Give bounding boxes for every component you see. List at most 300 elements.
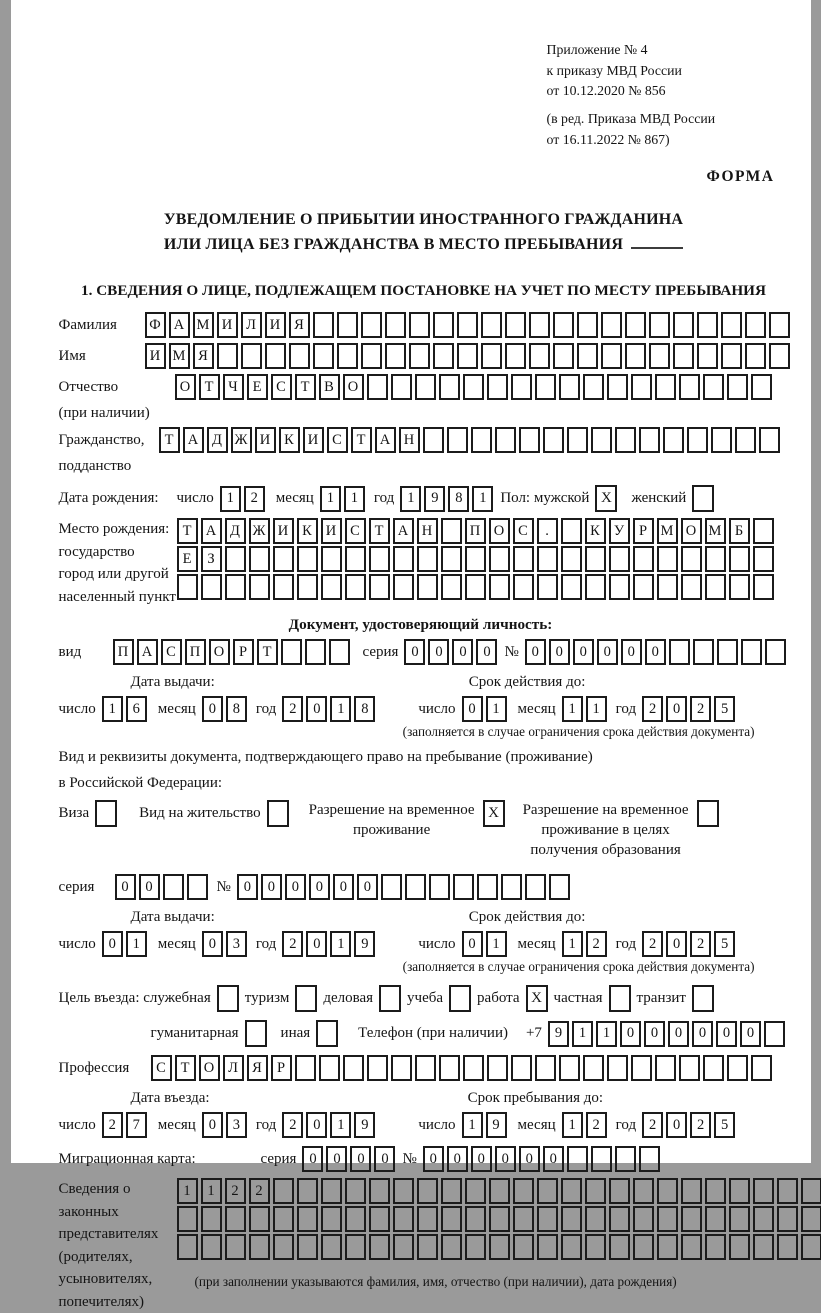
char-cell: 0 (428, 639, 449, 665)
doc-valid-year-cells (642, 696, 738, 722)
doc-series-label: серия (363, 644, 399, 661)
char-cell (313, 312, 334, 338)
char-cell (163, 874, 184, 900)
char-cell: 2 (690, 696, 711, 722)
char-cell (681, 1234, 702, 1260)
char-cell: 1 (472, 486, 493, 512)
char-cell (345, 1178, 366, 1204)
char-cell (321, 574, 342, 600)
char-cell (415, 1055, 436, 1081)
day-label: число (418, 1117, 455, 1134)
char-cell: К (279, 427, 300, 453)
char-cell (727, 1055, 748, 1081)
char-cell: 8 (354, 696, 375, 722)
char-cell: 1 (102, 696, 123, 722)
char-cell (591, 427, 612, 453)
char-cell (753, 574, 774, 600)
char-cell (543, 427, 564, 453)
char-cell (457, 312, 478, 338)
sex-male-label: Пол: мужской (500, 490, 589, 507)
char-cell: Т (177, 518, 198, 544)
entry-dates-row (59, 1112, 789, 1138)
permit-valid-month-cells (562, 931, 610, 957)
char-cell (417, 1234, 438, 1260)
char-cell: Д (225, 518, 246, 544)
char-cell (657, 574, 678, 600)
char-cell: 0 (374, 1146, 395, 1172)
char-cell (297, 546, 318, 572)
patronymic-label: Отчество (59, 379, 169, 396)
char-cell (489, 1234, 510, 1260)
char-cell (601, 343, 622, 369)
purpose-other-checkbox (316, 1020, 338, 1047)
char-cell (273, 574, 294, 600)
char-cell (471, 427, 492, 453)
char-cell (705, 574, 726, 600)
char-cell (609, 1178, 630, 1204)
char-cell (601, 312, 622, 338)
char-cell (535, 374, 556, 400)
permit-issue-year-cells (282, 931, 378, 957)
label-line: попечителях) (59, 1291, 177, 1313)
char-cell (441, 1234, 462, 1260)
char-cell: П (185, 639, 206, 665)
char-cell: 0 (306, 1112, 327, 1138)
char-cells (177, 546, 777, 572)
migration-series-cells (302, 1146, 398, 1172)
doc-dates-header (59, 674, 789, 691)
purpose-study-checkbox (449, 985, 471, 1012)
char-cell (607, 1055, 628, 1081)
char-cell (535, 1055, 556, 1081)
char-cell: И (303, 427, 324, 453)
citizenship-note: подданство (59, 458, 132, 475)
purpose-humanitarian-checkbox (245, 1020, 267, 1047)
patronymic-row (59, 374, 789, 400)
char-cell (729, 1206, 750, 1232)
char-cell (249, 574, 270, 600)
char-cell (465, 1178, 486, 1204)
char-cell (295, 1055, 316, 1081)
appendix-line: Приложение № 4 (547, 40, 789, 61)
char-cell: 9 (354, 1112, 375, 1138)
char-cell (343, 1055, 364, 1081)
char-cell: 1 (330, 1112, 351, 1138)
char-cell (345, 546, 366, 572)
char-cell: 0 (261, 874, 282, 900)
notification-form-page (11, 0, 811, 1163)
char-cell: 2 (642, 1112, 663, 1138)
char-cell (609, 574, 630, 600)
char-cell (561, 1178, 582, 1204)
char-cell (495, 427, 516, 453)
char-cell (519, 427, 540, 453)
validity-footnote: (заполняется в случае ограничения срока действия документа) (403, 724, 755, 740)
char-cell (441, 1206, 462, 1232)
char-cell (549, 874, 570, 900)
char-cell (433, 312, 454, 338)
char-cell (313, 343, 334, 369)
legal-reps-group-footnote: (при заполнении указываются фамилия, имя, отчество (при наличии), дата рождения) (177, 1274, 821, 1290)
char-cell (567, 427, 588, 453)
char-cell (487, 374, 508, 400)
doc-issue-year-cells (282, 696, 378, 722)
char-cell: Т (199, 374, 220, 400)
char-cell (769, 312, 790, 338)
char-cell: М (193, 312, 214, 338)
profession-row (59, 1055, 789, 1081)
char-cell: 2 (282, 1112, 303, 1138)
char-cell (764, 1021, 785, 1047)
char-cell (705, 1206, 726, 1232)
char-cell (657, 546, 678, 572)
char-cell: 9 (486, 1112, 507, 1138)
char-cell: И (273, 518, 294, 544)
char-cell: 0 (644, 1021, 665, 1047)
surname-row (59, 312, 789, 338)
char-cell (393, 574, 414, 600)
char-cell (321, 546, 342, 572)
temp-residence-label (309, 800, 475, 840)
char-cell (745, 343, 766, 369)
char-cell: 0 (645, 639, 666, 665)
char-cell: Е (247, 374, 268, 400)
char-cell: 8 (448, 486, 469, 512)
char-cell: 1 (596, 1021, 617, 1047)
char-cell (249, 546, 270, 572)
char-cell: А (183, 427, 204, 453)
char-cell (657, 1234, 678, 1260)
valid-until-label: Срок действия до: (469, 909, 586, 926)
char-cell: М (705, 518, 726, 544)
char-cell (681, 1178, 702, 1204)
char-cell: Я (247, 1055, 268, 1081)
day-label: число (177, 490, 214, 507)
char-cell (663, 427, 684, 453)
char-cell: 1 (177, 1178, 198, 1204)
char-cell (561, 518, 582, 544)
appendix-line: от 10.12.2020 № 856 (547, 81, 789, 102)
char-cell (465, 574, 486, 600)
char-cell (501, 874, 522, 900)
char-cell (465, 546, 486, 572)
char-cell (537, 1178, 558, 1204)
purpose-official-checkbox (217, 985, 239, 1012)
amendment-line: (в ред. Приказа МВД России (547, 109, 789, 130)
char-cell (561, 574, 582, 600)
sex-female-label: женский (631, 490, 686, 507)
year-label: год (616, 701, 636, 718)
char-cell (777, 1206, 798, 1232)
char-cell: 0 (525, 639, 546, 665)
char-cell (441, 518, 462, 544)
char-cell (369, 546, 390, 572)
appendix-block (547, 40, 789, 150)
char-cell (801, 1234, 821, 1260)
char-cell (265, 343, 286, 369)
char-cell (481, 312, 502, 338)
char-cell: К (297, 518, 318, 544)
char-cell (727, 374, 748, 400)
char-cell: 0 (350, 1146, 371, 1172)
char-cell: 0 (666, 696, 687, 722)
char-cell: С (151, 1055, 172, 1081)
char-cell (703, 1055, 724, 1081)
char-cell: 2 (586, 931, 607, 957)
char-cell: 8 (226, 696, 247, 722)
doc-number-cells (525, 639, 789, 665)
char-cell: 1 (462, 1112, 483, 1138)
purpose-humanitarian-label: гуманитарная (151, 1025, 239, 1042)
permit-series-row (59, 874, 789, 900)
char-cell (415, 374, 436, 400)
char-cell (369, 1206, 390, 1232)
phone-label: Телефон (при наличии) (358, 1025, 508, 1042)
char-cell: 2 (102, 1112, 123, 1138)
char-cell (577, 343, 598, 369)
doc-valid-day-cells (462, 696, 510, 722)
label-line: представителях (59, 1223, 177, 1246)
char-cell (537, 546, 558, 572)
char-cell (585, 1206, 606, 1232)
char-cell: Т (175, 1055, 196, 1081)
char-cell: П (465, 518, 486, 544)
surname-label: Фамилия (59, 317, 139, 334)
char-cell (511, 374, 532, 400)
char-cell (329, 639, 350, 665)
char-cell (297, 1206, 318, 1232)
purpose-study-label: учеба (407, 990, 443, 1007)
char-cell: 0 (573, 639, 594, 665)
char-cell: 2 (282, 696, 303, 722)
char-cell: 0 (139, 874, 160, 900)
char-cell (417, 546, 438, 572)
char-cell: Т (351, 427, 372, 453)
char-cell: О (681, 518, 702, 544)
legal-reps-group-rows (177, 1178, 821, 1290)
char-cell (273, 1206, 294, 1232)
char-cell: И (255, 427, 276, 453)
char-cell: 0 (666, 931, 687, 957)
char-cell (441, 574, 462, 600)
label-line: населенный пункт (59, 586, 177, 609)
char-cell (273, 546, 294, 572)
doc-kind-label: вид (59, 644, 107, 661)
char-cell (489, 1206, 510, 1232)
char-cell: М (169, 343, 190, 369)
surname-cells (145, 312, 793, 338)
visa-checkbox (95, 800, 117, 827)
char-cell: 0 (202, 931, 223, 957)
purpose-work-label: работа (477, 990, 520, 1007)
day-label: число (59, 1117, 96, 1134)
char-cell: 1 (320, 486, 341, 512)
char-cell (409, 343, 430, 369)
char-cell (753, 518, 774, 544)
stay-doc-title2: в Российской Федерации: (59, 775, 223, 792)
char-cell: 2 (249, 1178, 270, 1204)
char-cell: С (345, 518, 366, 544)
char-cell: 1 (344, 486, 365, 512)
section1-title: 1. СВЕДЕНИЯ О ЛИЦЕ, ПОДЛЕЖАЩЕМ ПОСТАНОВКЕ НА УЧЕТ ПО МЕСТУ ПРЕБЫВАНИЯ (59, 282, 789, 300)
char-cell (633, 574, 654, 600)
char-cell (639, 427, 660, 453)
label-line: законных (59, 1201, 177, 1224)
char-cell (583, 1055, 604, 1081)
char-cell (609, 546, 630, 572)
char-cell (609, 1206, 630, 1232)
char-cell: 0 (102, 931, 123, 957)
permit-issue-month-cells (202, 931, 250, 957)
char-cell (457, 343, 478, 369)
char-cell (751, 374, 772, 400)
char-cell (417, 1206, 438, 1232)
char-cell: 0 (333, 874, 354, 900)
char-cell (777, 1178, 798, 1204)
char-cell (529, 312, 550, 338)
char-cell (489, 574, 510, 600)
char-cell: С (327, 427, 348, 453)
permit-dates-header (59, 909, 789, 926)
char-cell (751, 1055, 772, 1081)
char-cell (305, 639, 326, 665)
label-line: усыновителях, (59, 1268, 177, 1291)
entry-date-label: Дата въезда: (131, 1090, 210, 1107)
form-body (59, 312, 789, 1313)
char-cell (625, 312, 646, 338)
profession-label: Профессия (59, 1060, 145, 1077)
purpose-other-label: иная (281, 1025, 311, 1042)
char-cell (273, 1234, 294, 1260)
char-cell (369, 1234, 390, 1260)
char-cell: С (271, 374, 292, 400)
purpose-transit-checkbox (692, 985, 714, 1012)
char-cell: Н (417, 518, 438, 544)
residence-permit-label: Вид на жительство (139, 800, 260, 827)
char-cell: 1 (201, 1178, 222, 1204)
char-cell: Д (207, 427, 228, 453)
char-cell (745, 312, 766, 338)
char-cell (735, 427, 756, 453)
char-cell: 0 (519, 1146, 540, 1172)
char-cell: Ж (249, 518, 270, 544)
char-cell (633, 546, 654, 572)
char-cell: 5 (714, 1112, 735, 1138)
char-cell (513, 574, 534, 600)
patronymic-cells (175, 374, 775, 400)
char-cell (655, 1055, 676, 1081)
legal-reps-group-label (59, 1178, 177, 1313)
char-cell (369, 1178, 390, 1204)
char-cell: Я (193, 343, 214, 369)
purpose-row2 (59, 1020, 789, 1047)
char-cell: 6 (126, 696, 147, 722)
char-cell (657, 1178, 678, 1204)
char-cell (439, 1055, 460, 1081)
char-cell: В (319, 374, 340, 400)
purpose-transit-label: транзит (637, 990, 686, 1007)
temp-residence-checkbox: X (483, 800, 505, 827)
char-cell (249, 1234, 270, 1260)
char-cell: 0 (302, 1146, 323, 1172)
visa-label: Виза (59, 800, 90, 827)
char-cell (367, 1055, 388, 1081)
char-cell: 0 (462, 931, 483, 957)
char-cell (559, 374, 580, 400)
char-cell (289, 343, 310, 369)
char-cell (393, 1178, 414, 1204)
stay-doc-title: Вид и реквизиты документа, подтверждающего право на пребывание (проживание) (59, 749, 593, 766)
char-cell (417, 574, 438, 600)
char-cell: 0 (237, 874, 258, 900)
char-cell: 0 (202, 696, 223, 722)
char-cell: О (199, 1055, 220, 1081)
day-label: число (418, 701, 455, 718)
char-cell (649, 343, 670, 369)
char-cell (201, 574, 222, 600)
char-cell (361, 343, 382, 369)
month-label: месяц (158, 1117, 196, 1134)
char-cell (717, 639, 738, 665)
validity-footnote: (заполняется в случае ограничения срока действия документа) (403, 959, 755, 975)
char-cell (319, 1055, 340, 1081)
char-cell (693, 639, 714, 665)
char-cell: 3 (226, 1112, 247, 1138)
char-cell (481, 343, 502, 369)
char-cell (511, 1055, 532, 1081)
char-cell: И (321, 518, 342, 544)
legal-reps-group (59, 1178, 789, 1313)
char-cell (385, 343, 406, 369)
citizenship-cells (159, 427, 783, 453)
purpose-business-label: деловая (323, 990, 373, 1007)
char-cell: 0 (462, 696, 483, 722)
char-cell (687, 427, 708, 453)
char-cell: 0 (357, 874, 378, 900)
char-cell (345, 1206, 366, 1232)
char-cell (465, 1206, 486, 1232)
char-cell: 1 (586, 696, 607, 722)
char-cell (201, 1234, 222, 1260)
char-cell: 9 (548, 1021, 569, 1047)
title-blank-line (631, 235, 683, 249)
char-cell (615, 1146, 636, 1172)
char-cell: 1 (330, 931, 351, 957)
char-cell (585, 1234, 606, 1260)
char-cell: К (585, 518, 606, 544)
month-label: месяц (518, 1117, 556, 1134)
migration-series-label: серия (261, 1151, 297, 1168)
char-cell (513, 1234, 534, 1260)
temp-residence-edu-label (523, 800, 689, 860)
patronymic-note: (при наличии) (59, 405, 150, 422)
char-cell (721, 343, 742, 369)
char-cell: 1 (562, 696, 583, 722)
char-cell (657, 1206, 678, 1232)
residence-permit-checkbox (267, 800, 289, 827)
char-cell: 1 (562, 1112, 583, 1138)
appendix-line: к приказу МВД России (547, 61, 789, 82)
char-cell (583, 374, 604, 400)
form-label: ФОРМА (59, 168, 789, 186)
stay-until-label: Срок пребывания до: (468, 1090, 603, 1107)
char-cell (697, 312, 718, 338)
char-cell: 0 (285, 874, 306, 900)
char-cell: 0 (543, 1146, 564, 1172)
char-cell (567, 1146, 588, 1172)
permit-valid-year-cells (642, 931, 738, 957)
char-cell: Н (399, 427, 420, 453)
